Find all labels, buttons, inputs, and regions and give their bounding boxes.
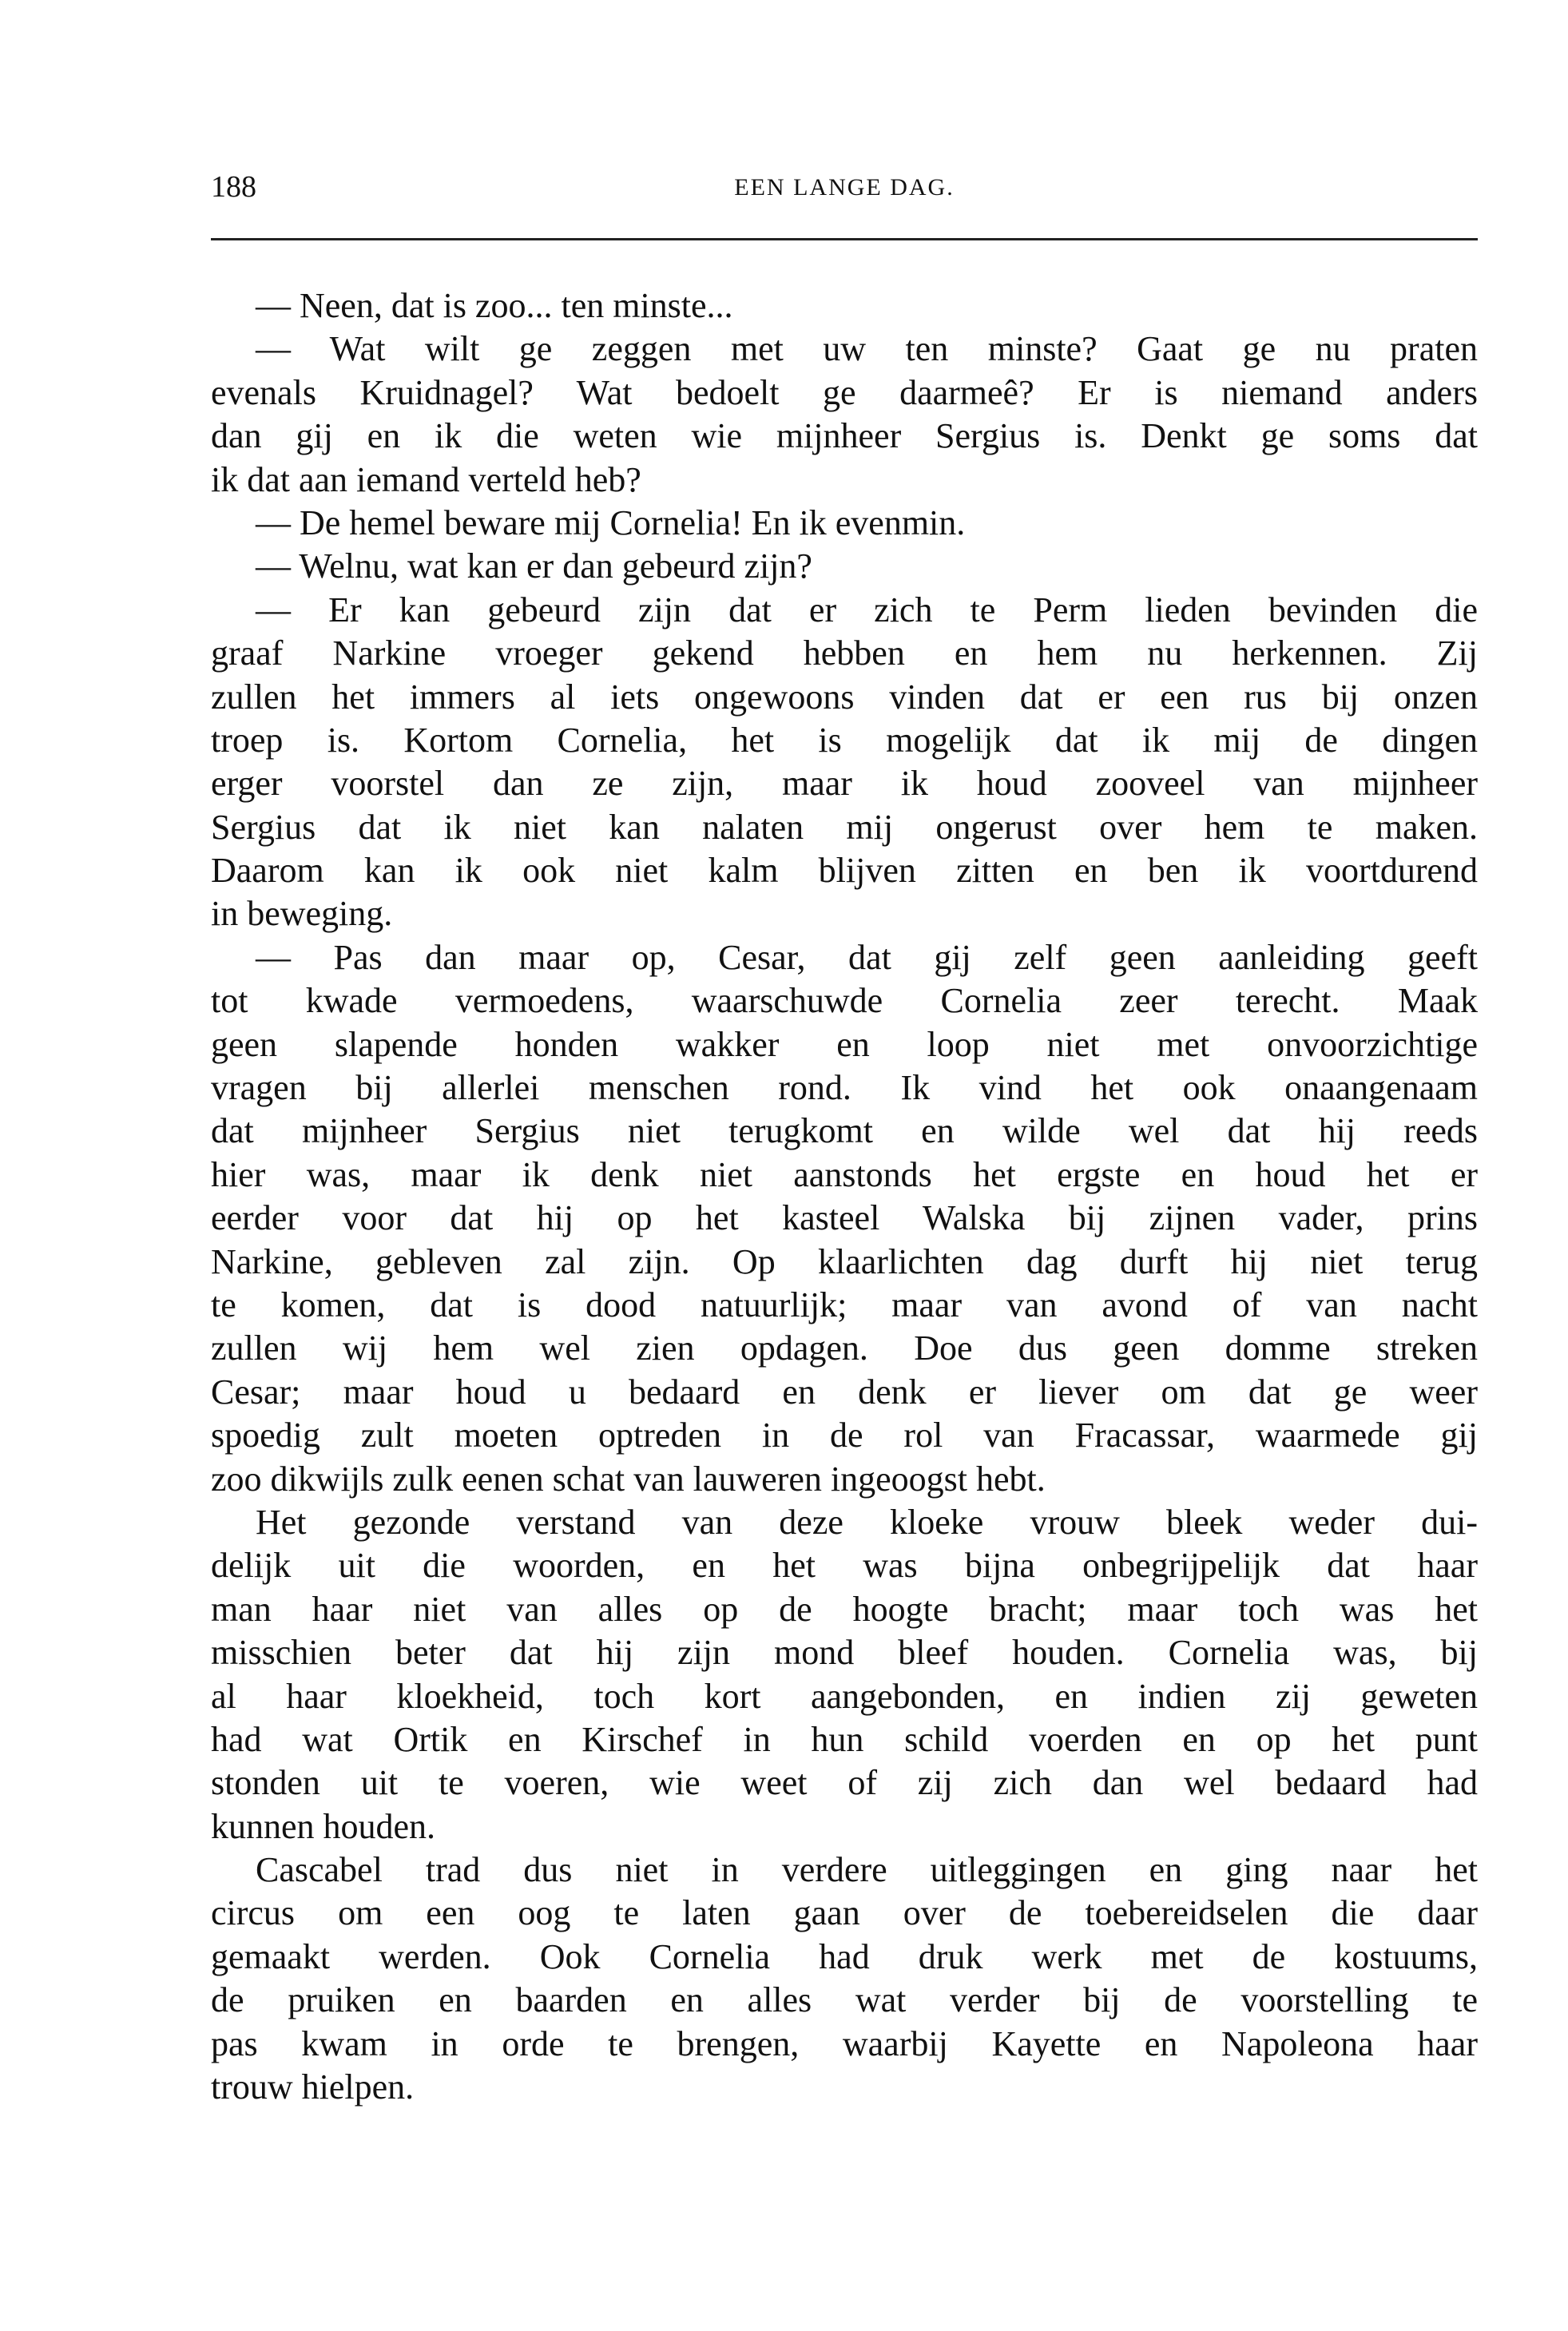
text-line: zoo dikwijls zulk eenen schat van lauweren ingeoogst hebt. (211, 1459, 1046, 1499)
text-line: erger voorstel dan ze zijn, maar ik houd zooveel van mijnheer (211, 764, 1478, 804)
text-line: kunnen houden. (211, 1806, 436, 1846)
running-title: EEN LANGE DAG. (734, 174, 955, 201)
text-line: al haar kloekheid, toch kort aangebonden, en indien zij geweten (211, 1676, 1478, 1716)
text-line: — Er kan gebeurd zijn dat er zich te Perm lieden bevinden die (256, 590, 1478, 629)
text-line: stonden uit te voeren, wie weet of zij zich dan wel bedaard had (211, 1763, 1478, 1803)
body-text (211, 284, 1478, 2109)
text-line: — Wat wilt ge zeggen met uw ten minste? Gaat ge nu praten (256, 329, 1478, 369)
text-line: pas kwam in orde te brengen, waarbij Kayette en Napoleona haar (211, 2023, 1478, 2063)
running-header (211, 169, 1478, 209)
text-line: misschien beter dat hij zijn mond bleef houden. Cornelia was, bij (211, 1633, 1478, 1673)
page-number: 188 (211, 170, 256, 204)
text-line: gemaakt werden. Ook Cornelia had druk werk met de kostuums, (211, 1936, 1478, 1976)
text-line: de pruiken en baarden en alles wat verder bij de voorstelling te (211, 1980, 1478, 2020)
text-line: delijk uit die woorden, en het was bijna onbegrijpelijk dat haar (211, 1546, 1478, 1586)
text-line: had wat Ortik en Kirschef in hun schild voerden en op het punt (211, 1719, 1478, 1759)
text-line: te komen, dat is dood natuurlijk; maar van avond of van nacht (211, 1285, 1478, 1324)
text-line: vragen bij allerlei menschen rond. Ik vind het ook onaangenaam (211, 1068, 1478, 1108)
text-line: evenals Kruidnagel? Wat bedoelt ge daarmeê? Er is niemand anders (211, 372, 1478, 412)
text-line: geen slapende honden wakker en loop niet met onvoorzichtige (211, 1024, 1478, 1064)
text-line: Cascabel trad dus niet in verdere uitleggingen en ging naar het (256, 1850, 1478, 1890)
text-line: graaf Narkine vroeger gekend hebben en hem nu herkennen. Zij (211, 633, 1478, 673)
text-line: Sergius dat ik niet kan nalaten mij ongerust over hem te maken. (211, 807, 1478, 847)
text-line: ik dat aan iemand verteld heb? (211, 459, 641, 499)
text-line: Het gezonde verstand van deze kloeke vrouw bleek weder dui- (256, 1502, 1478, 1542)
text-line: man haar niet van alles op de hoogte bracht; maar toch was het (211, 1589, 1478, 1629)
text-line: circus om een oog te laten gaan over de toebereidselen die daar (211, 1893, 1478, 1933)
text-line: spoedig zult moeten optreden in de rol van Fracassar, waarmede gij (211, 1416, 1478, 1455)
header-rule (211, 238, 1478, 240)
text-line: — Neen, dat is zoo... ten minste... (256, 286, 733, 325)
text-line: trouw hielpen. (211, 2067, 415, 2107)
text-line: in beweging. (211, 894, 393, 934)
text-line: dan gij en ik die weten wie mijnheer Sergius is. Denkt ge soms dat (211, 416, 1478, 456)
text-line: troep is. Kortom Cornelia, het is mogelijk dat ik mij de dingen (211, 720, 1478, 760)
text-line: eerder voor dat hij op het kasteel Walska bij zijnen vader, prins (211, 1198, 1478, 1238)
text-line: tot kwade vermoedens, waarschuwde Cornelia zeer terecht. Maak (211, 981, 1478, 1021)
text-line: — Pas dan maar op, Cesar, dat gij zelf geen aanleiding geeft (256, 937, 1478, 977)
text-line: — De hemel beware mij Cornelia! En ik evenmin. (256, 502, 966, 542)
text-line: Narkine, gebleven zal zijn. Op klaarlichten dag durft hij niet terug (211, 1241, 1478, 1281)
text-line: zullen wij hem wel zien opdagen. Doe dus geen domme streken (211, 1328, 1478, 1368)
text-line: hier was, maar ik denk niet aanstonds het ergste en houd het er (211, 1154, 1478, 1194)
text-line: Daarom kan ik ook niet kalm blijven zitten en ben ik voortdurend (211, 851, 1478, 891)
text-line: zullen het immers al iets ongewoons vinden dat er een rus bij onzen (211, 677, 1478, 717)
text-line: dat mijnheer Sergius niet terugkomt en wilde wel dat hij reeds (211, 1111, 1478, 1151)
text-line: Cesar; maar houd u bedaard en denk er liever om dat ge weer (211, 1372, 1478, 1412)
text-line: — Welnu, wat kan er dan gebeurd zijn? (256, 546, 812, 586)
